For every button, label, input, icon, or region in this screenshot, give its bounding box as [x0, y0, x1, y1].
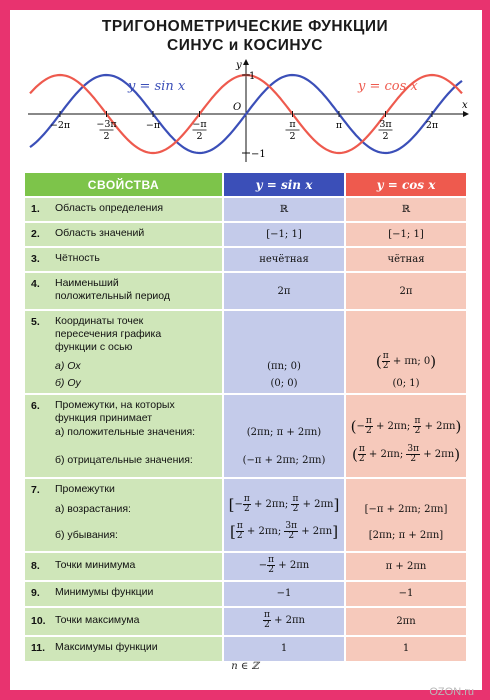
table-row — [25, 582, 466, 606]
sin-value-b: (0; 0) — [270, 378, 298, 389]
origin-label: O — [233, 102, 242, 113]
svg-text:2: 2 — [103, 131, 110, 142]
sin-value-a: (2πn; π + 2πn) — [246, 427, 322, 438]
row-label: Наименьший положительный период — [55, 277, 171, 302]
row-number: 3. — [31, 253, 40, 265]
header-cos: y = cos x — [376, 178, 436, 192]
sin-value: нечётная — [259, 254, 309, 265]
row-label: Точки максимума — [55, 614, 140, 626]
row-number: 9. — [31, 587, 40, 599]
cos-value: 2π — [399, 286, 413, 297]
table-row — [25, 223, 466, 246]
cos-value-a: [−π + 2πn; 2πn] — [364, 504, 448, 515]
row-number: 8. — [31, 560, 40, 572]
sin-label: y = sin x — [128, 79, 186, 94]
x-tick-label: −π — [145, 120, 161, 131]
cos-value-a: ( $\frac{\pi}{2}$ + πn; 0) — [375, 351, 437, 371]
sin-value-b: (−π + 2πn; 2πn) — [242, 455, 326, 466]
table-row — [25, 273, 466, 309]
sin-value: 1 — [280, 643, 288, 654]
row-label: Область значений — [55, 227, 145, 239]
row-sub-a: а) положительные значения: — [55, 426, 196, 438]
row-number: 1. — [31, 203, 40, 215]
footer-note: n ∈ ℤ — [231, 661, 259, 672]
sin-value: 2π — [277, 286, 291, 297]
svg-text:2: 2 — [196, 131, 203, 142]
row-number: 2. — [31, 228, 40, 240]
sin-value: −1 — [276, 588, 292, 599]
cos-value: ℝ — [401, 204, 411, 215]
row-number: 7. — [31, 484, 40, 496]
table-row — [25, 479, 466, 551]
cos-value-b: [2πn; π + 2πn] — [368, 530, 444, 541]
row-sub-a: а) Ox — [55, 360, 81, 372]
cos-value-a: (− $\frac{\pi}{2}$ + 2πn; $\frac{\pi}{2}$ + 2πn) — [350, 416, 462, 436]
trig-graph — [0, 58, 490, 168]
x-tick-label: π — [289, 119, 296, 130]
poster-title-line2: СИНУС и КОСИНУС — [167, 37, 323, 54]
row-sub-b: б) отрицательные значения: — [55, 454, 193, 466]
cos-value-b: ( $\frac{\pi}{2}$ + 2πn; $\frac{3\pi}{2}$ + 2πn) — [351, 444, 461, 464]
row-number: 4. — [31, 278, 40, 290]
x-tick-label: −3π — [96, 119, 117, 130]
x-tick-label: −π — [192, 119, 207, 130]
table-row — [25, 311, 466, 393]
cos-value: [−1; 1] — [388, 229, 424, 240]
cos-value-b: (0; 1) — [392, 378, 420, 389]
row-label: Промежутки — [55, 483, 115, 495]
row-number: 11. — [31, 642, 46, 654]
row-sub-b: б) убывания: — [55, 529, 118, 541]
x-tick-label: 2π — [425, 120, 439, 131]
x-tick-label: π — [335, 120, 343, 131]
watermark: OZON.ru — [429, 686, 474, 698]
table-row — [25, 553, 466, 580]
sin-value-a: (πn; 0) — [267, 361, 301, 372]
row-label: Область определения — [55, 202, 164, 214]
poster-title-line1: ТРИГОНОМЕТРИЧЕСКИЕ ФУНКЦИИ — [101, 18, 389, 35]
x-tick-label: −2π — [49, 120, 71, 131]
sin-value: $\frac{\pi}{2}$ + 2πn — [263, 610, 306, 630]
cos-value: π + 2πn — [385, 561, 427, 572]
sin-value: ℝ — [279, 204, 289, 215]
row-label: Точки минимума — [55, 559, 136, 571]
table-row — [25, 637, 466, 661]
row-sub-a: а) возрастания: — [55, 503, 131, 515]
sin-value-b: [ $\frac{\pi}{2}$ + 2πn; $\frac{3\pi}{2}$ + 2πn] — [229, 521, 339, 541]
row-label: Чётность — [55, 252, 100, 264]
row-label: Координаты точек пересечения графика функции с осью — [55, 315, 162, 353]
table-row — [25, 608, 466, 635]
row-number: 10. — [31, 615, 46, 627]
cos-value: 1 — [402, 643, 410, 654]
svg-text:2: 2 — [289, 131, 296, 142]
svg-text:2: 2 — [382, 131, 389, 142]
row-label: Минимумы функции — [55, 586, 154, 598]
row-number: 5. — [31, 316, 40, 328]
row-number: 6. — [31, 400, 40, 412]
y-axis-label: y — [236, 60, 242, 71]
cos-value: −1 — [398, 588, 414, 599]
sin-value: − $\frac{\pi}{2}$ + 2πn — [258, 555, 310, 575]
cos-value: чётная — [387, 254, 425, 265]
table-row — [25, 198, 466, 221]
sin-value-a: [− $\frac{\pi}{2}$ + 2πn; $\frac{\pi}{2}$ + 2πn] — [228, 494, 340, 514]
y-tick-top: 1 — [249, 71, 256, 82]
x-axis-label: x — [462, 100, 468, 111]
table-row — [25, 395, 466, 477]
table-header — [25, 173, 466, 196]
table-row — [25, 248, 466, 271]
row-label: Промежутки, на которых функция принимает — [55, 399, 175, 424]
header-properties: СВОЙСТВА — [87, 178, 160, 192]
y-tick-bottom: −1 — [251, 149, 266, 160]
cos-label: y = cos x — [358, 79, 418, 94]
row-label: Максимумы функции — [55, 641, 158, 653]
cos-value: 2πn — [396, 616, 416, 627]
row-sub-b: б) Oy — [55, 377, 81, 389]
sin-value: [−1; 1] — [266, 229, 302, 240]
x-tick-label: 3π — [379, 119, 392, 130]
header-sin: y = sin x — [255, 178, 313, 192]
